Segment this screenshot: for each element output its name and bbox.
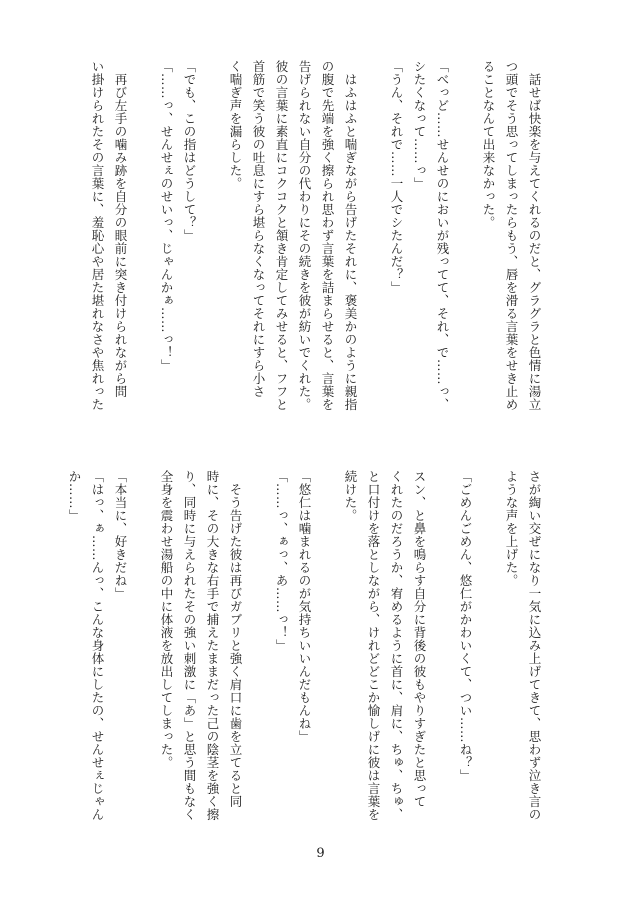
text-line: 「はっ、ぁ……んっ、こんな身体にしたの、せんせぇじゃん	[90, 470, 105, 821]
text-line: 首筋で笑う彼の吐息にすら堪らなくなってそれにすら小さ	[251, 60, 266, 398]
text-line: の腹で先端を強く擦られ思わず言葉を詰まらせると、言葉を	[320, 60, 335, 411]
text-line: 「本当に、好きだね」	[113, 470, 128, 600]
text-line: り、同時に与えられたその強い刺激に「あ」と思う間もなく	[182, 470, 197, 821]
text-block-top	[86, 60, 546, 450]
text-line: い掛けられたその言葉に、羞恥心や居た堪れなさや焦れった	[90, 60, 105, 411]
text-line	[362, 60, 385, 450]
text-line: スン、と鼻を鳴らす自分に背後の彼もやりすぎたと思って	[412, 470, 427, 808]
text-line: 「でも、この指はどうして？」	[182, 60, 197, 242]
text-line: 告げられない自分の代わりにその続きを彼が紡いでくれた。	[297, 60, 312, 411]
text-line: か……」	[67, 470, 82, 522]
text-line: 話せば快楽を与えてくれるのだと、グラグラと色情に湯立	[527, 60, 542, 411]
text-line: 「……っ、ぁっ、あ……っ！」	[274, 470, 289, 652]
page-number: 9	[316, 846, 325, 861]
text-line	[316, 470, 339, 815]
text-line: 「悠仁は噛まれるのが気持ちいいんだもんね」	[297, 470, 312, 743]
text-block-bottom	[63, 470, 546, 821]
text-line: つ頭でそう思ってしまったらもう、唇を滑る言葉をせき止め	[504, 60, 519, 411]
text-line	[454, 60, 477, 450]
text-line: 再び左手の噛み跡を自分の眼前に突き付けられながら問	[113, 60, 128, 398]
text-line	[132, 470, 155, 815]
text-line: シたくなって……っ」	[412, 60, 427, 190]
text-line: 時に、その大きな右手で捕えたままだった己の陰茎を強く擦	[205, 470, 220, 821]
text-line: 彼の言葉に素直にコクコクと頷き肯定してみせると、フフと	[274, 60, 289, 411]
text-line: 「……っ、せんせぇのせいっ、じゃんかぁ……っ！」	[159, 60, 174, 372]
text-line	[201, 60, 224, 450]
text-line	[477, 470, 500, 815]
text-line: ることなんて出来なかった。	[481, 60, 496, 229]
text-line: 「ごめんごめん、悠仁がかわいくて、つい……ね？」	[458, 470, 473, 782]
text-line: 続けた。	[343, 470, 358, 522]
text-line: そう告げた彼は再びガブリと強く肩口に歯を立てると同	[228, 470, 243, 808]
text-line: 「うん、それで……一人でシたんだ？」	[389, 60, 404, 294]
text-line: くれたのだろうか、宥めるように首に、肩に、ちゅ、ちゅ、	[389, 470, 404, 821]
text-line	[247, 470, 270, 815]
text-line	[132, 60, 155, 450]
text-line	[431, 470, 454, 815]
text-line: はふはふと喘ぎながら告げたそれに、褒美かのように親指	[343, 60, 358, 411]
text-line: く喘ぎ声を漏らした。	[228, 60, 243, 190]
text-line: さが綯い交ぜになり一気に込み上げてきて、思わず泣き言の	[527, 470, 542, 821]
text-line: ような声を上げた。	[504, 470, 519, 587]
text-line: と口付けを落としながら、けれどどこか愉しげに彼は言葉を	[366, 470, 381, 821]
text-line: 「べっど……せんせのにおいが残ってて、それ、で……っ、	[435, 60, 450, 411]
text-line: 全身を震わせ湯船の中に体液を放出してしまった。	[159, 470, 174, 769]
